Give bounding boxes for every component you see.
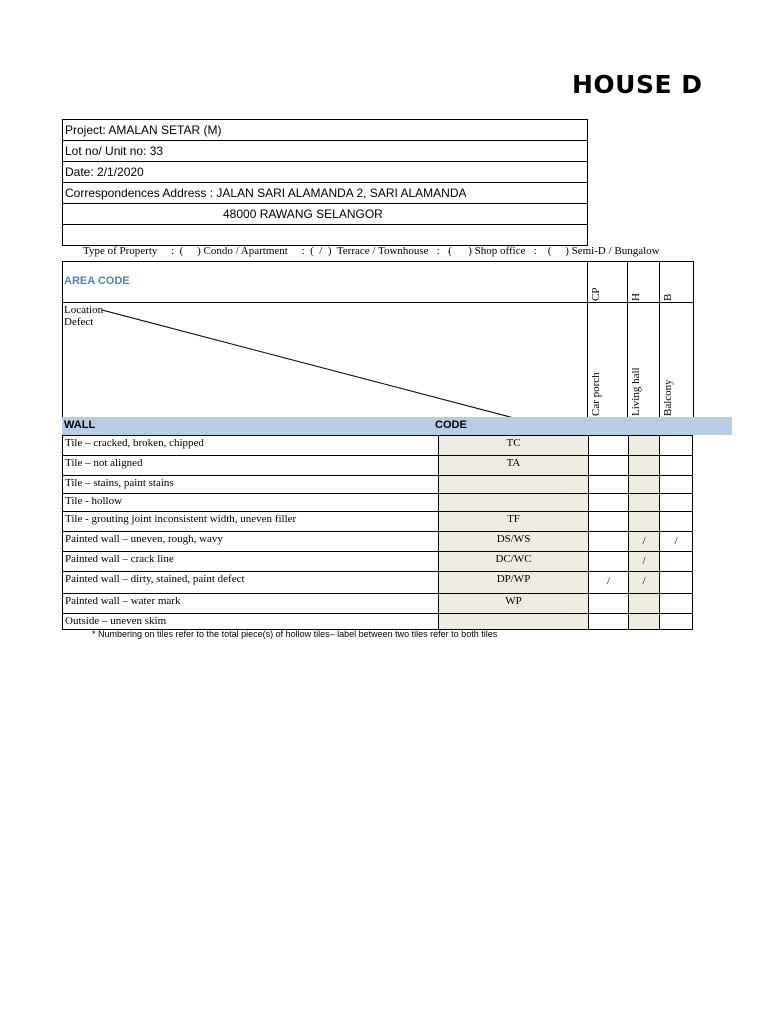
row-code: [439, 494, 589, 512]
address-line1: Correspondences Address : JALAN SARI ALAMANDA 2, SARI ALAMANDA: [63, 183, 588, 204]
row-b-mark: /: [660, 532, 693, 552]
table-row: [63, 494, 693, 512]
row-code: DP/WP: [439, 572, 589, 594]
row-h-mark: [629, 512, 660, 532]
area-code-h: H: [630, 293, 642, 301]
code-column-header: CODE: [435, 419, 467, 431]
row-desc: Tile - hollow: [63, 494, 439, 512]
row-code: TF: [439, 512, 589, 532]
defect-label: Defect: [64, 316, 94, 328]
defect-table: [62, 435, 693, 630]
location-label: Location: [64, 304, 104, 316]
property-type-line: Type of Property : ( ) Condo / Apartment : ( / ) Terrace / Townhouse : ( ) Shop office : ( ) Semi-D / Bungalow: [83, 245, 660, 257]
row-cp-mark: [589, 476, 629, 494]
row-code: [439, 476, 589, 494]
row-cp-mark: [589, 436, 629, 456]
row-cp-mark: [589, 594, 629, 614]
lot-field: Lot no/ Unit no: 33: [63, 141, 588, 162]
row-h-mark: [629, 494, 660, 512]
row-code: DS/WS: [439, 532, 589, 552]
row-cp-mark: [589, 552, 629, 572]
row-cp-mark: [589, 494, 629, 512]
row-b-mark: [660, 552, 693, 572]
row-desc: Painted wall – crack line: [63, 552, 439, 572]
row-code: DC/WC: [439, 552, 589, 572]
row-desc: Painted wall – dirty, stained, paint defect: [63, 572, 439, 594]
row-b-mark: [660, 594, 693, 614]
address-line2: 48000 RAWANG SELANGOR: [63, 204, 588, 225]
row-desc: Painted wall – water mark: [63, 594, 439, 614]
row-cp-mark: [589, 456, 629, 476]
row-b-mark: [660, 614, 693, 630]
row-code: TA: [439, 456, 589, 476]
date-field: Date: 2/1/2020: [63, 162, 588, 183]
area-name-b: Balcony: [662, 379, 674, 416]
area-code-box: [62, 261, 588, 303]
table-row: [63, 552, 693, 572]
area-name-cp: Car porch: [590, 372, 602, 416]
row-desc: Tile – not aligned: [63, 456, 439, 476]
table-row: [63, 476, 693, 494]
section-title: WALL: [64, 419, 96, 431]
row-code: [439, 614, 589, 630]
row-b-mark: [660, 572, 693, 594]
table-row: [63, 532, 693, 552]
section-header-wall: [62, 417, 732, 435]
row-desc: Painted wall – uneven, rough, wavy: [63, 532, 439, 552]
row-cp-mark: [589, 532, 629, 552]
area-code-b: B: [662, 293, 674, 301]
row-h-mark: [629, 476, 660, 494]
row-h-mark: /: [629, 552, 660, 572]
table-row: [63, 594, 693, 614]
row-desc: Tile – cracked, broken, chipped: [63, 436, 439, 456]
footnote: * Numbering on tiles refer to the total piece(s) of hollow tiles– label between two tiles refer to both tiles: [92, 629, 498, 639]
table-row: [63, 512, 693, 532]
row-h-mark: /: [629, 532, 660, 552]
row-b-mark: [660, 456, 693, 476]
row-desc: Tile – stains, paint stains: [63, 476, 439, 494]
table-row: [63, 436, 693, 456]
row-h-mark: [629, 436, 660, 456]
row-code: WP: [439, 594, 589, 614]
project-field: Project: AMALAN SETAR (M): [63, 120, 588, 141]
row-h-mark: /: [629, 572, 660, 594]
row-b-mark: [660, 494, 693, 512]
row-desc: Outside – uneven skim: [63, 614, 439, 630]
page-title: HOUSE D: [572, 70, 703, 99]
area-code-cp: CP: [590, 287, 602, 301]
row-h-mark: [629, 456, 660, 476]
row-h-mark: [629, 594, 660, 614]
table-row: [63, 456, 693, 476]
diagonal-line: [62, 302, 588, 418]
blank-row: [63, 225, 588, 246]
row-code: TC: [439, 436, 589, 456]
table-row: [63, 614, 693, 630]
row-cp-mark: /: [589, 572, 629, 594]
row-b-mark: [660, 512, 693, 532]
row-cp-mark: [589, 512, 629, 532]
row-b-mark: [660, 476, 693, 494]
row-desc: Tile - grouting joint inconsistent width, uneven filler: [63, 512, 439, 532]
row-h-mark: [629, 614, 660, 630]
row-cp-mark: [589, 614, 629, 630]
row-b-mark: [660, 436, 693, 456]
area-name-h: Living hall: [630, 367, 642, 416]
project-info-table: [62, 119, 588, 246]
table-row: [63, 572, 693, 594]
area-code-label: AREA CODE: [64, 275, 130, 287]
